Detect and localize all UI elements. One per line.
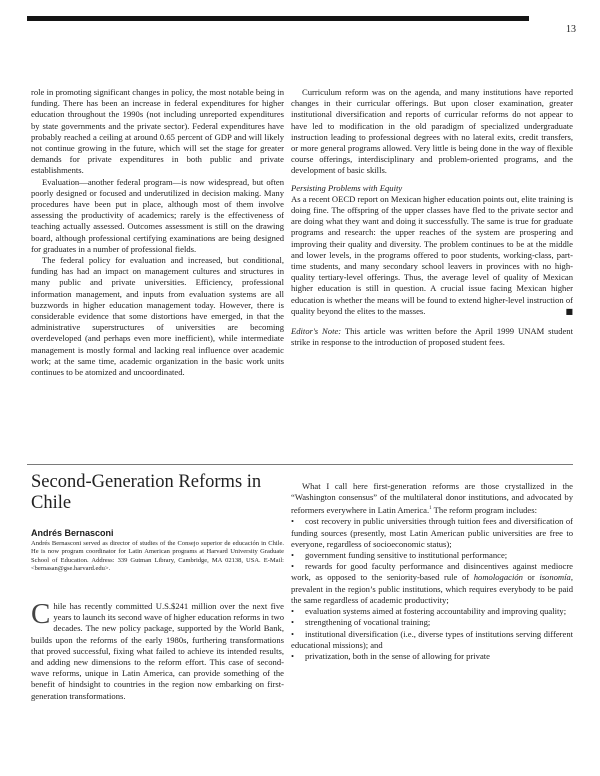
editors-note-text: This article was written before the April 1999 UNAM student strike in response to the introduction of proposed student fees.	[291, 326, 573, 348]
page-number: 13	[566, 24, 576, 35]
upper-right-column	[291, 87, 573, 348]
article-lead-column	[31, 598, 284, 702]
paragraph	[291, 194, 573, 317]
bullet-item: • government funding sensitive to institutional performance;	[291, 550, 508, 561]
editors-note	[291, 326, 573, 348]
author-bio: Andrés Bernasconi served as director of studies of the Consejo superior de educación in Chile. He is now program coordinator for Latin American programs at Harvard University Graduate School of Education. Address: 339 Gutman Library, Cambridge, MA 02138, USA. E-Mail: <bernasan@gse.harvard.edu>.	[31, 540, 284, 572]
bullet-icon: •	[291, 617, 295, 628]
paragraph: Curriculum reform was on the agenda, and many institutions have reported changes in their curricular offerings. But upon closer examination, greater institutional diversification and reports of curricular reforms do not appear to have led to modification in the old paradigm of specialized undergraduate instruction leading to professional degrees with no lateral exits, credit transfers, or more general programs allowed. Very little is being done in the way of flexible course offerings, interdisciplinary and problem-oriented programs, and the development of basic skills.	[291, 87, 573, 176]
article-author: Andrés Bernasconi	[31, 528, 114, 538]
bullet-icon: •	[291, 628, 295, 639]
header-bar	[27, 16, 529, 21]
bullet-item: • rewards for good faculty performance and disincentives against mediocre work, as opposed to the seniority-based rule of homologación or isonomía, prevalent in the region’s public institutions, which requires everybody to be paid the same regardless of academic productivity;	[291, 561, 573, 605]
paragraph: role in promoting significant changes in policy, the most notable being in funding. There has been an increase in federal expenditures for higher education throughout the 1990s (not including unreported expenditures by state governments and the private sector). Federal expenditures have probably reached a ceiling at around 0.65 percent of GDP and will likely not continue growing in the future, which will set the stage for greater demands for private expenditures in both public and private establishments.	[31, 87, 284, 176]
paragraph: The federal policy for evaluation and increased, but conditional, funding has had an impact on management cultures and structures in many public and private universities. Efficiency, professional information management, and inputs from evaluation systems are all buzzwords in higher education management today. However, there is considerable evidence that some distortions have emerged, in that the administrative superstructures of universities are becoming overdeveloped (and perhaps even more inefficient), while intermediate management is mostly formal and lacking real influence over academic work; at the same time, academic organization in the basic work units continues to be atomized and uncoordinated.	[31, 255, 284, 378]
bullet-icon: •	[291, 550, 295, 561]
paragraph: What I call here first-generation reforms are those crystallized in the “Washington consensus” of the multilateral donor institutions, and advocated by reformers everywhere in Latin America.$^1$ The reform program includes:	[291, 481, 573, 516]
upper-left-column	[31, 87, 284, 378]
editors-note-label: Editor's Note:	[291, 326, 342, 337]
bullet-icon: •	[291, 650, 295, 661]
bullet-item: • institutional diversification (i.e., diverse types of institutions serving different educational missions); and	[291, 628, 573, 650]
lower-right-column	[291, 481, 573, 662]
bullet-icon: •	[291, 606, 295, 617]
section-divider	[27, 464, 573, 465]
bullet-item: • strengthening of vocational training;	[291, 617, 431, 628]
bullet-icon: •	[291, 516, 295, 527]
end-mark-icon: ■	[565, 306, 573, 316]
paragraph: Evaluation—another federal program—is now widespread, but often poorly designed or focused and underutilized in decision making. Many procedures have been put in place, although most of them involve assessing the productivity of academics; rarely is the effectiveness of teaching actually assessed. Outcomes assessment is still on the drawing board, although professional certifying examinations are being designed for graduates in a number of professional fields.	[31, 176, 284, 254]
footnote-ref: 1	[429, 506, 432, 512]
bullet-item: • cost recovery in public universities through tuition fees and diversification of funding sources (presently, most Latin American public universities are free to everyone, regardless of socioeconomic status);	[291, 516, 573, 549]
lead-text: hile has recently committed U.S.$241 million over the next five years to launch its second wave of higher education reforms in two decades. The new policy package, supported by the World Bank, builds upon the reforms of the early 1980s, furthering transformations that proved successful, fixing what failed to achieve its intended results, and adding new dimensions to the reform effort. This case of second-wave reforms, unique in Latin America, can provide something of the benefit of hindsight to countries in the region now embarking on first-generation transformations.	[31, 601, 284, 701]
paragraph-text: As a recent OECD report on Mexican higher education points out, elite training is doing fine. The offspring of the upper classes have fled to the private sector and are doing what they want and doing it successfully. The same is true for graduate programs and research: the upper reaches of the system are prospering and improving their quality and diversity. The problem continues to be at the middle and lower levels, in the programs offered to poor students, working-class, part-time students, and many secondary school leavers in provinces with no high-quality tertiary-level offerings. Thus, the average level of quality of Mexican higher education is still in question. A crucial issue facing Mexican higher education is whether the means will be found to extend higher-level instruction of quality beyond the elites to the masses.	[291, 193, 573, 316]
bullet-item: • evaluation systems aimed at fostering accountability and improving quality;	[291, 606, 567, 617]
lead-paragraph	[31, 598, 284, 702]
bullet-item: • privatization, both in the sense of allowing for private	[291, 650, 490, 661]
drop-cap: C	[31, 598, 51, 630]
section-subheading: Persisting Problems with Equity	[291, 182, 403, 193]
bullet-icon: •	[291, 561, 295, 572]
article-title: Second-Generation Reforms in Chile	[31, 472, 262, 513]
